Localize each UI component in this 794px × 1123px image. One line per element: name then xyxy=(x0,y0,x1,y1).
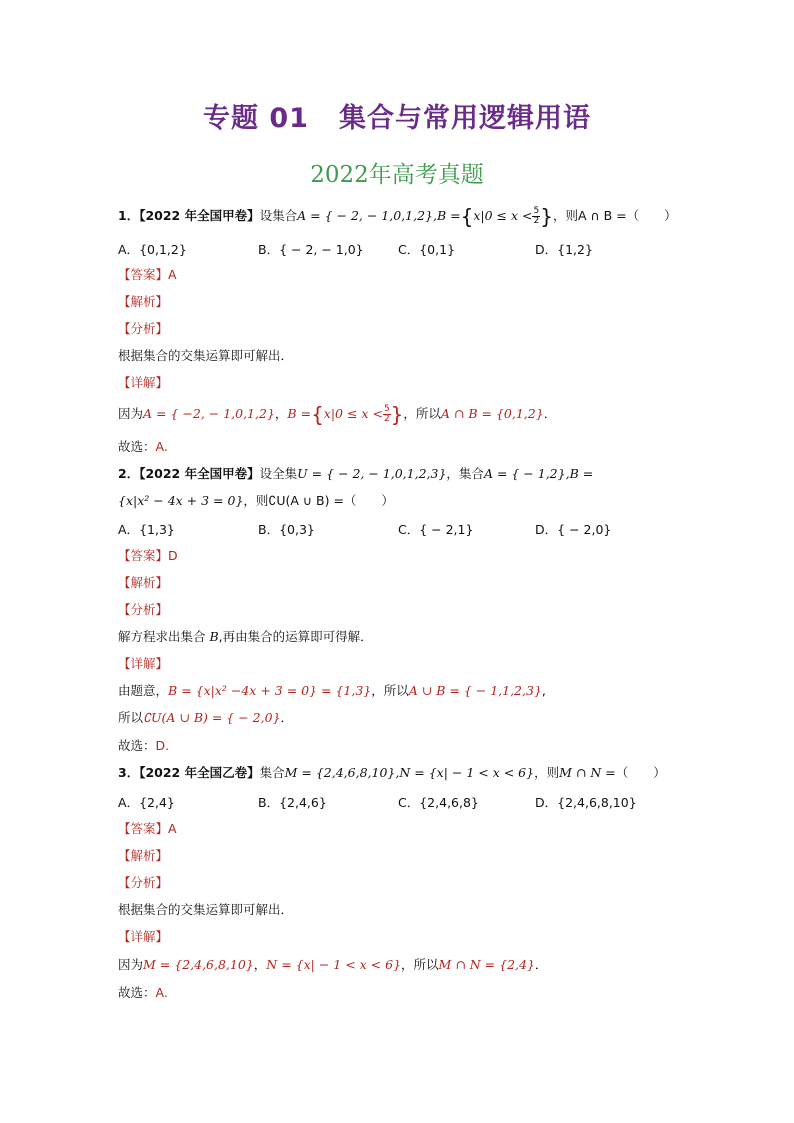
question-1-brace-close: } xyxy=(540,204,553,229)
fraction-numerator: 5 xyxy=(533,206,540,216)
question-2-number: 2． xyxy=(118,466,140,481)
page-title-topic-number: 专题 01 xyxy=(203,103,309,134)
question-1-number: 1． xyxy=(118,208,140,223)
question-2-option-b: B．{0,3} xyxy=(258,522,315,537)
question-1-text-a: 设集合 xyxy=(259,208,298,223)
question-1-option-b: B．{ − 2, − 1,0} xyxy=(258,242,364,257)
question-1-option-d: D．{1,2} xyxy=(535,242,593,257)
question-1-brace-open: { xyxy=(460,204,474,229)
question-1-set-b: x|0 ≤ x < xyxy=(473,208,533,223)
question-3-answer: 【答案】A xyxy=(118,821,177,836)
question-3-option-c: C．{2,4,6,8} xyxy=(398,795,479,810)
page-title-topic: 集合与常用逻辑用语 xyxy=(338,103,591,134)
question-3-source: 【2022 年全国乙卷】 xyxy=(139,765,260,780)
question-3-option-a: A．{2,4} xyxy=(118,795,175,810)
question-1-option-a: A．{0,1,2} xyxy=(118,242,187,257)
question-2-choice: 故选：D. xyxy=(118,738,170,753)
question-1-detail-label: 【详解】 xyxy=(118,375,169,390)
question-1-text-b: ，则A ∩ B =（ ） xyxy=(552,208,677,223)
question-2-option-a: A．{1,3} xyxy=(118,522,175,537)
question-3-fenxi: 根据集合的交集运算即可解出． xyxy=(118,902,294,917)
fraction-denominator: 2 xyxy=(533,216,540,226)
question-3-detail-label: 【详解】 xyxy=(118,929,169,944)
question-1-source: 【2022 年全国甲卷】 xyxy=(139,208,260,223)
question-3-option-d: D．{2,4,6,8,10} xyxy=(535,795,637,810)
question-3-choice: 故选：A. xyxy=(118,985,168,1000)
question-2-detail-2: 所以∁U(A ∪ B) = { − 2,0}． xyxy=(118,710,294,725)
question-3-analysis-label: 【解析】 xyxy=(118,848,169,863)
question-2-option-c: C．{ − 2,1} xyxy=(398,522,474,537)
question-2-detail-1: 由题意，B = {x|x² −4x + 3 = 0} = {1,3}，所以A ∪ B = { − 1,1,2,3}, xyxy=(118,683,546,698)
question-3-detail: 因为M = {2,4,6,8,10}，N = {x| − 1 < x < 6}，所以M ∩ N = {2,4}． xyxy=(118,957,548,972)
question-2-fenxi: 解方程求出集合 B,再由集合的运算即可得解． xyxy=(118,629,373,644)
question-2-analysis-label: 【解析】 xyxy=(118,575,169,590)
question-1-option-c: C．{0,1} xyxy=(398,242,456,257)
page-title xyxy=(0,96,794,135)
question-1-stem xyxy=(118,204,677,229)
question-1-answer: 【答案】A xyxy=(118,267,177,282)
question-2-answer: 【答案】D xyxy=(118,548,178,563)
section-subtitle: 2022年高考真题 xyxy=(310,162,484,188)
question-1-detail: 因为A = { −2, − 1,0,1,2}，B ={x|0 ≤ x < $\frac{5}{2}$ }，所以A ∩ B = {0,1,2}． xyxy=(118,402,557,427)
question-1-fenxi-label: 【分析】 xyxy=(118,321,169,336)
question-1-choice: 故选：A. xyxy=(118,439,168,454)
question-3-fenxi-label: 【分析】 xyxy=(118,875,169,890)
question-2-stem: 2．【2022 年全国甲卷】设全集U = { − 2, − 1,0,1,2,3}，集合A = { − 1,2},B = xyxy=(118,466,594,481)
question-3-stem: 3．【2022 年全国乙卷】集合M = {2,4,6,8,10},N = {x| − 1 < x < 6}，则M ∩ N =（ ） xyxy=(118,765,666,780)
question-2-fenxi-label: 【分析】 xyxy=(118,602,169,617)
question-1-fenxi: 根据集合的交集运算即可解出． xyxy=(118,348,294,363)
question-1-set-a: A = { − 2, − 1,0,1,2},B = xyxy=(297,208,461,223)
question-2-source: 【2022 年全国甲卷】 xyxy=(139,466,260,481)
question-2-stem-line2: {x|x² − 4x + 3 = 0}，则∁U(A ∪ B) =（ ） xyxy=(118,493,394,508)
question-3-option-b: B．{2,4,6} xyxy=(258,795,327,810)
question-1-analysis-label: 【解析】 xyxy=(118,294,169,309)
question-2-detail-label: 【详解】 xyxy=(118,656,169,671)
question-3-number: 3． xyxy=(118,765,140,780)
question-2-option-d: D．{ − 2,0} xyxy=(535,522,612,537)
